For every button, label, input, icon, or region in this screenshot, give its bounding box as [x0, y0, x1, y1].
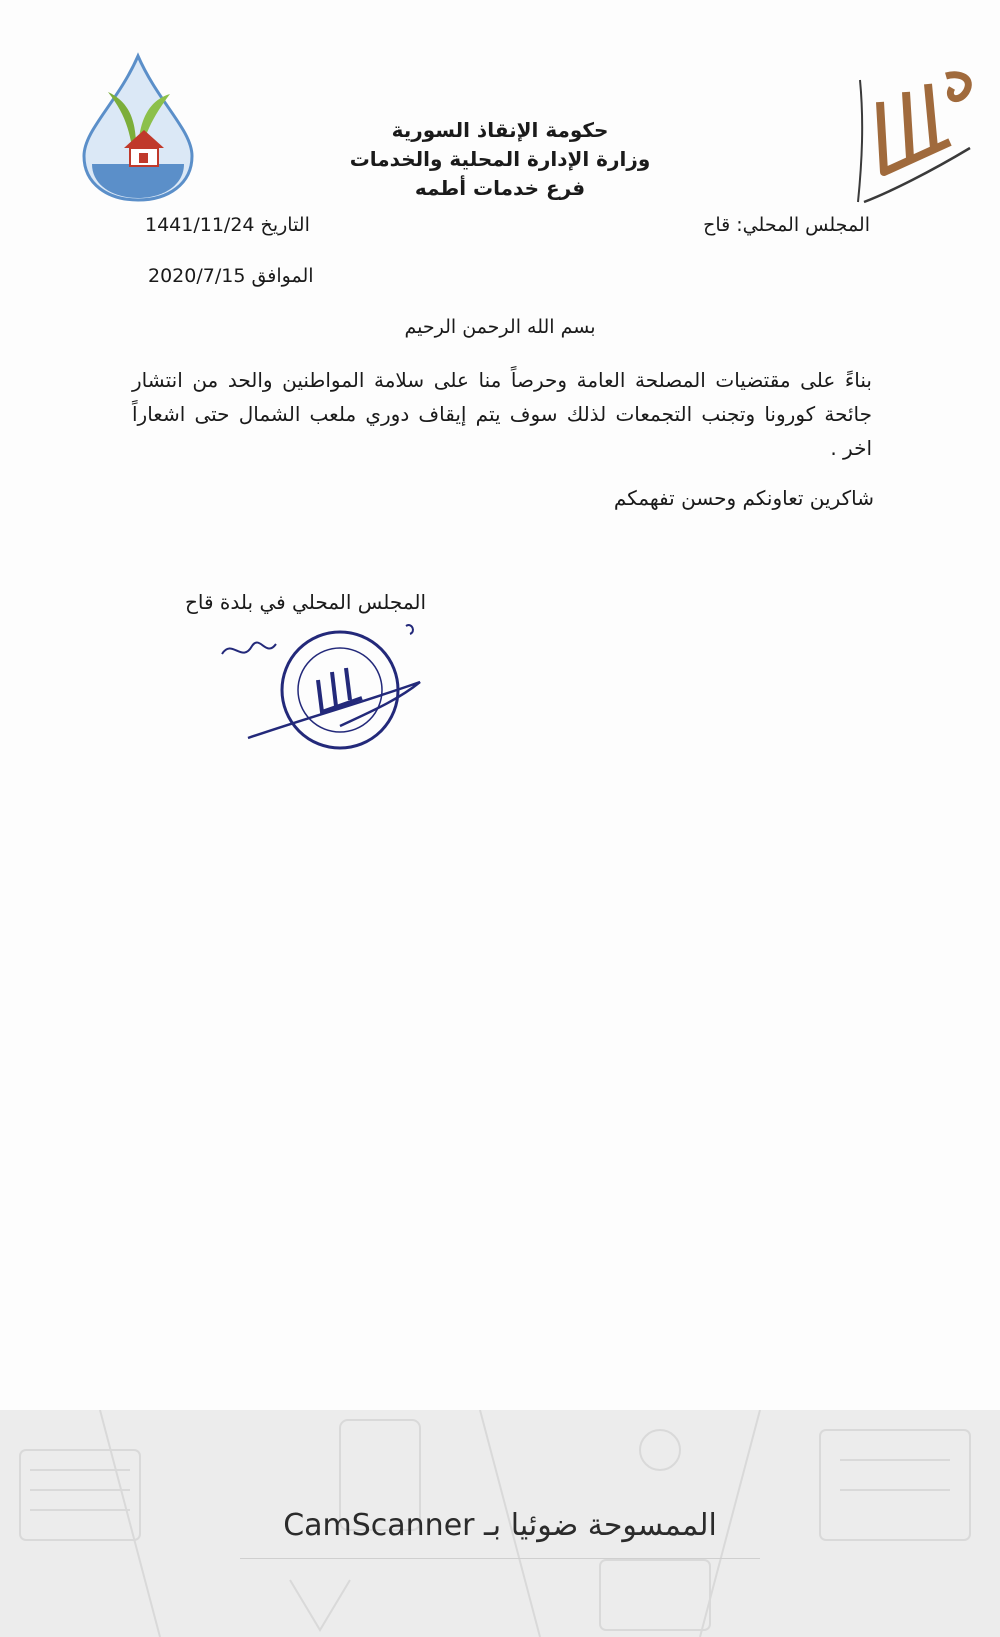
gregorian-date: الموافق 2020/7/15	[148, 265, 314, 287]
official-stamp-icon	[220, 620, 460, 760]
letterhead	[330, 116, 670, 203]
branch-name: فرع خدمات أطمه	[414, 176, 586, 200]
camscanner-footer	[0, 1410, 1000, 1637]
ministry-name: وزارة الإدارة المحلية والخدمات	[349, 147, 651, 171]
basmala: بسم الله الرحمن الرحيم	[404, 316, 596, 338]
footer-divider	[240, 1558, 760, 1559]
council-name: المجلس المحلي: قاح	[703, 214, 870, 236]
hijri-date: التاريخ 1441/11/24	[145, 214, 310, 236]
camscanner-watermark: الممسوحة ضوئيا بـ CamScanner	[283, 1508, 717, 1543]
ministry-logo	[78, 52, 198, 202]
signature-label: المجلس المحلي في بلدة قاح	[185, 590, 427, 614]
closing-line: شاكرين تعاونكم وحسن تفهمكم	[613, 486, 874, 510]
calligraphy-logo	[850, 62, 985, 212]
letter-body: بناءً على مقتضيات المصلحة العامة وحرصاً منا على سلامة المواطنين والحد من انتشار جائحة كورونا وتجنب التجمعات لذلك سوف يتم إيقاف دوري ملعب الشمال حتى اشعاراً اخر .	[132, 368, 872, 460]
government-name: حكومة الإنقاذ السورية	[391, 118, 609, 142]
